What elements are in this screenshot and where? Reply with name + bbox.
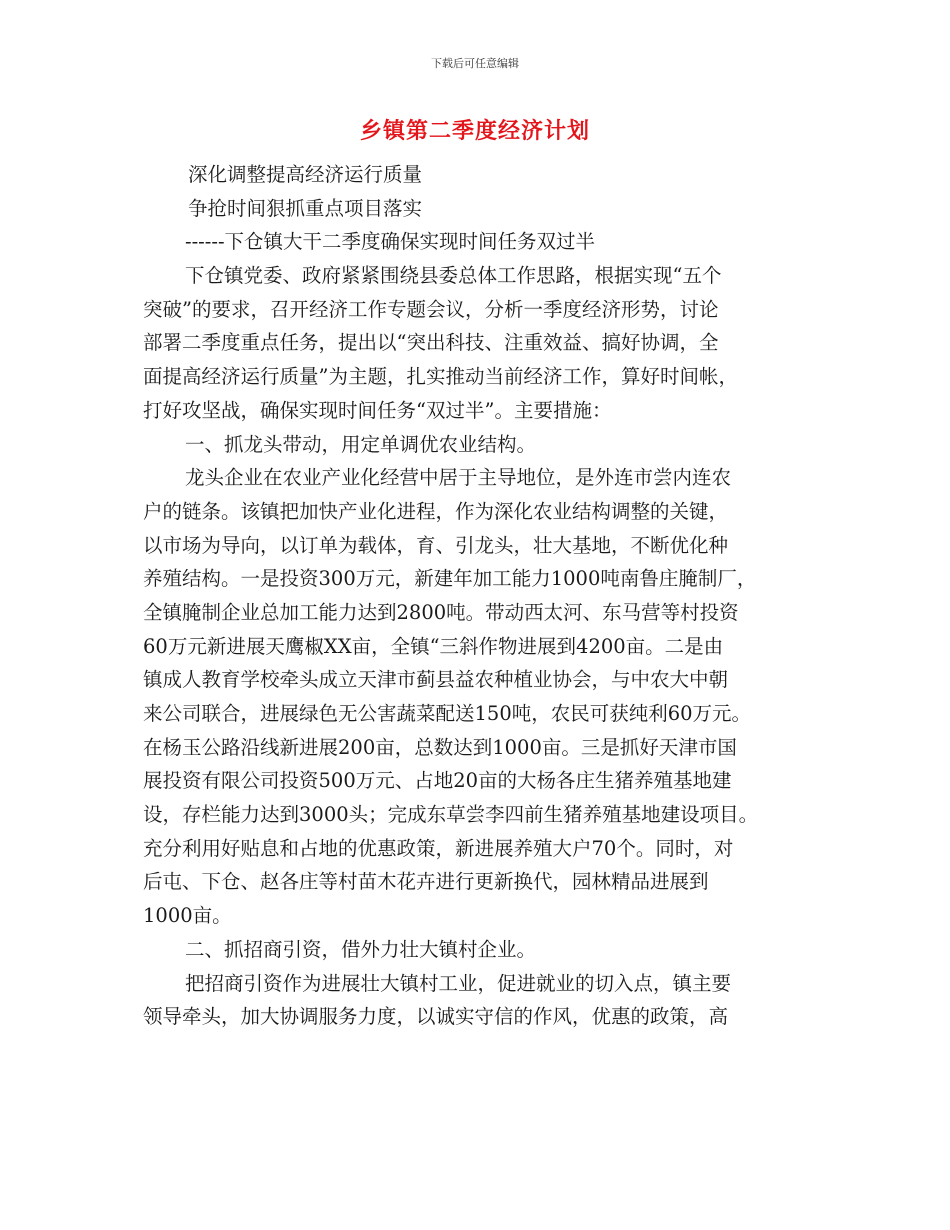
body-text-line: 充分利用好贴息和占地的优惠政策，新进展养殖大户70个。同时，对 bbox=[143, 836, 734, 860]
body-text-line: 在杨玉公路沿线新进展200亩，总数达到1000亩。三是抓好天津市国 bbox=[143, 735, 737, 759]
body-text-line: 部署二季度重点任务，提出以“突出科技、注重效益、搞好协调，全 bbox=[143, 331, 719, 355]
body-text-line: 打好攻坚战，确保实现时间任务“双过半”。主要措施： bbox=[143, 398, 612, 422]
body-text-line: 突破”的要求，召开经济工作专题会议，分析一季度经济形势，讨论 bbox=[143, 297, 719, 321]
body-text-line: 龙头企业在农业产业化经营中居于主导地位，是外连市尝内连农 bbox=[185, 466, 732, 490]
header-note: 下载后可任意编辑 bbox=[431, 57, 519, 70]
document-body bbox=[143, 158, 833, 1034]
body-text-line: 领导牵头，加大协调服务力度，以诚实守信的作风，优惠的政策，高 bbox=[143, 1005, 729, 1029]
body-text-line: 展投资有限公司投资500万元、占地20亩的大杨各庄生猪养殖基地建 bbox=[143, 769, 732, 793]
body-text-line: 镇成人教育学校牵头成立天津市蓟县益农种植业协会，与中农大中朝 bbox=[143, 668, 729, 692]
body-text-line: 以市场为导向，以订单为载体，育、引龙头，壮大基地，不断优化种 bbox=[143, 533, 729, 557]
body-text-line: 面提高经济运行质量”为主题，扎实推动当前经济工作，算好时间帐， bbox=[143, 365, 738, 389]
subtitle-line: 争抢时间狠抓重点项目落实 bbox=[188, 196, 423, 220]
body-text-line: 来公司联合，进展绿色无公害蔬菜配送150吨，农民可获纯利60万元。 bbox=[143, 702, 752, 725]
body-text-line: 下仓镇党委、政府紧紧围绕县委总体工作思路，根据实现“五个 bbox=[185, 264, 722, 288]
body-text-line: 设，存栏能力达到3000头；完成东草尝李四前生猪养殖基地建设项目。 bbox=[143, 803, 759, 827]
body-text-line: 60万元新进展天鹰椒XX亩，全镇“三斜作物进展到4200亩。二是由 bbox=[143, 634, 724, 658]
dash-subtitle-line: ------下仓镇大干二季度确保实现时间任务双过半 bbox=[185, 230, 596, 254]
body-text-line: 户的链条。该镇把加快产业化进程，作为深化农业结构调整的关键， bbox=[143, 499, 729, 523]
body-text-line: 后屯、下仓、赵各庄等村苗木花卉进行更新换代，园林精品进展到 bbox=[143, 870, 709, 894]
body-text-line: 1000亩。 bbox=[143, 904, 232, 928]
body-text-line: 养殖结构。一是投资300万元，新建年加工能力1000吨南鲁庄腌制厂， bbox=[143, 567, 757, 591]
body-text-line: 把招商引资作为进展壮大镇村工业，促进就业的切入点，镇主要 bbox=[185, 971, 732, 995]
body-text-line: 全镇腌制企业总加工能力达到2800吨。带动西太河、东马营等村投资 bbox=[143, 600, 739, 624]
body-paragraphs bbox=[143, 259, 833, 1034]
body-text-line: 一、抓龙头带动，用定单调优农业结构。 bbox=[185, 432, 537, 456]
document-title: 乡镇第二季度经济计划 bbox=[359, 119, 590, 144]
subtitle-line: 深化调整提高经济运行质量 bbox=[188, 163, 423, 186]
body-text-line: 二、抓招商引资，借外力壮大镇村企业。 bbox=[185, 937, 537, 961]
